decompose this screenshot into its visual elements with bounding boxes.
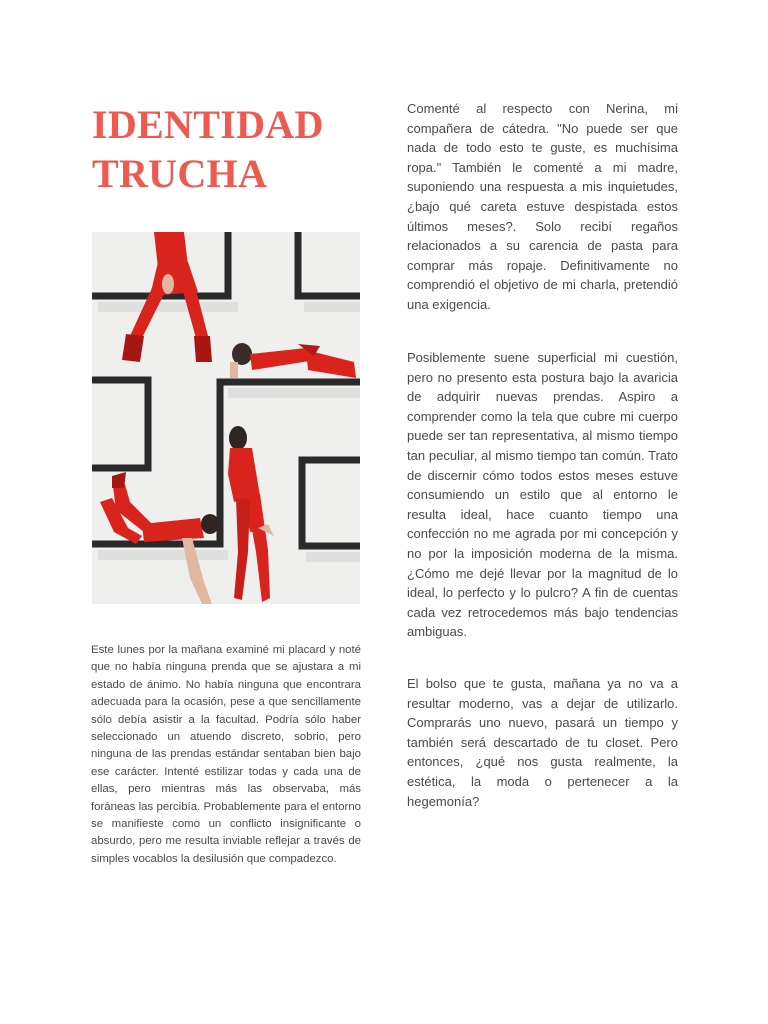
title-line-1: IDENTIDAD xyxy=(92,102,324,147)
right-paragraph-1: Comenté al respecto con Nerina, mi compañera de cátedra. "No puede ser que nada de todo esto te guste, es muchísima ropa." También le comenté a mi madre, suponiendo una respuesta a mis inquietudes, ¿bajo qué careta estuve despistada estos últimos meses?. Solo recibí regaños relacionados a su carencia de pasta para comprar más ropaje. Definitivamente no comprendió el objetivo de mi charla, pretendió una exigencia. xyxy=(407,101,678,312)
fashion-photo xyxy=(92,232,360,604)
article-title xyxy=(92,100,324,198)
right-paragraph-3: El bolso que te gusta, mañana ya no va a resultar moderno, vas a dejar de utilizarlo. Comprarás uno nuevo, pasará un tiempo y también será descartado de tu closet. Pero entonces, ¿qué nos gusta realmente, la estética, la moda o pertenecer a la hegemonía? xyxy=(407,676,678,809)
right-paragraph-2: Posiblemente suene superficial mi cuestión, pero no presento esta postura bajo la avaricia de adquirir nuevas prendas. Aspiro a comprender como la tela que cubre mi cuerpo puede ser tan representativa, al mismo tiempo tan peculiar, al mismo tiempo tan común. Trato de discernir cómo todos estos meses estuve consumiendo un estilo que al entorno le resulta ideal, hace cuanto tiempo una confección no me agrada por mi concepción y no por la imposición moderna de la misma. ¿Cómo me dejé llevar por la magnitud de lo ideal, lo perfecto y lo pulcro? A fin de cuentas cada vez retrocedemos más bajo tendencias ambiguas. xyxy=(407,350,678,640)
left-paragraph: Este lunes por la mañana examiné mi placard y noté que no había ninguna prenda que se ajustara a mi estado de ánimo. No había ninguna que encontrara adecuada para la ocasión, pese a que sencillamente sólo debía asistir a la facultad. Podría sólo haber seleccionado un atuendo discreto, sobrio, pero ninguna de las prendas estándar sentaban bien bajo ese carácter. Intenté estilizar todas y cada una de ellas, pero mientras más las observaba, más foráneas las percibía. Probablemente para el entorno se manifieste como un conflicto insignificante o absurdo, pero me resulta inviable reflejar a través de simples vocablos la desilusión que compadezco. xyxy=(91,644,361,865)
title-line-2: TRUCHA xyxy=(92,151,268,196)
